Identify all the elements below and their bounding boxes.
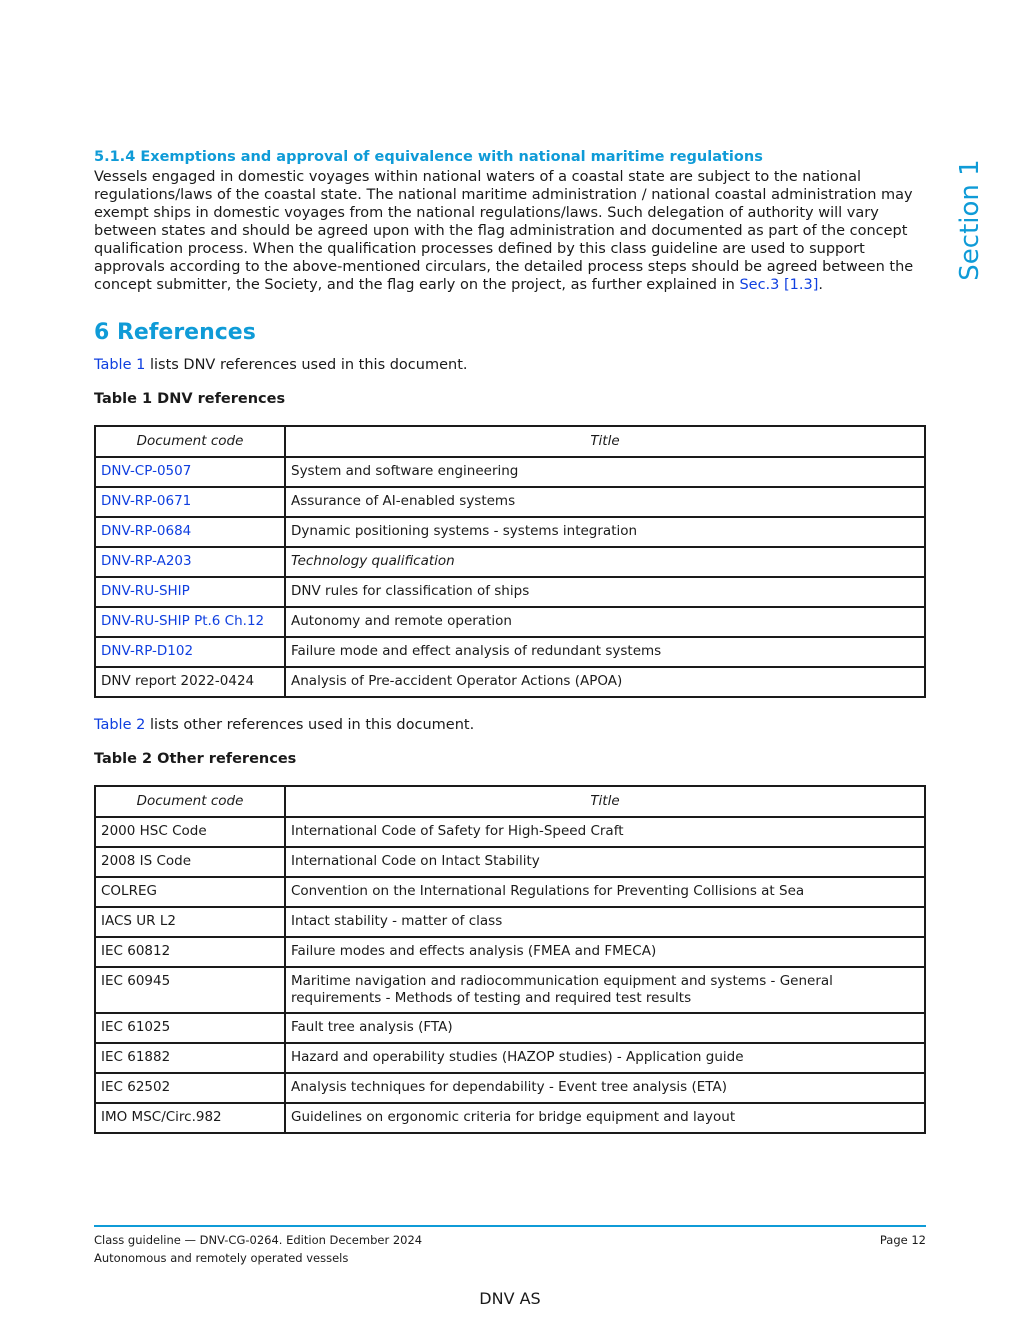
table-header-row [95,786,925,817]
document-code-cell [95,487,285,517]
document-title: DNV rules for classification of ships [291,583,530,599]
dnv-references-body [95,457,925,697]
document-title: International Code of Safety for High-Speed Craft [291,823,624,839]
column-header-code: Document code [95,426,285,457]
section-tab-label: Section 1 [955,159,985,281]
document-title: System and software engineering [291,463,519,479]
page-content [94,148,926,1134]
sec3-link[interactable]: Sec.3 [1.3] [739,277,819,293]
document-title: International Code on Intact Stability [291,853,540,869]
table-row [95,907,925,937]
document-code-cell [95,667,285,697]
table-row [95,877,925,907]
document-title-cell [285,1103,925,1133]
document-code-link[interactable]: DNV-RP-0671 [101,493,192,509]
document-title: Hazard and operability studies (HAZOP studies) - Application guide [291,1049,744,1065]
table-row [95,457,925,487]
document-code-cell [95,547,285,577]
document-code-cell [95,637,285,667]
document-code-cell [95,607,285,637]
document-title: Assurance of AI-enabled systems [291,493,516,509]
document-code-cell [95,1073,285,1103]
footer-left [94,1231,422,1267]
document-code-link[interactable]: DNV-CP-0507 [101,463,192,479]
subsection-body [94,168,926,294]
document-code-link[interactable]: DNV-RU-SHIP Pt.6 Ch.12 [101,613,265,629]
document-code: IEC 60812 [101,943,171,959]
document-title-cell [285,457,925,487]
table-row [95,847,925,877]
document-code-cell [95,1013,285,1043]
document-code: 2008 IS Code [101,853,192,869]
document-code-cell [95,1103,285,1133]
document-code: IEC 62502 [101,1079,171,1095]
table-row [95,607,925,637]
document-code-cell [95,967,285,1013]
section-tab [950,150,990,290]
document-title: Failure mode and effect analysis of redundant systems [291,643,662,659]
table-row [95,1013,925,1043]
document-code-cell [95,847,285,877]
table1-intro-text: lists DNV references used in this document. [145,357,468,373]
document-code: IEC 61025 [101,1019,171,1035]
footer-divider [94,1225,926,1227]
table2-caption: Table 2 Other references [94,751,297,767]
table-row [95,817,925,847]
document-code-cell [95,817,285,847]
document-title-cell [285,487,925,517]
document-code: IEC 60945 [101,973,171,989]
document-title-cell [285,667,925,697]
subsection-heading: 5.1.4 Exemptions and approval of equivalence with national maritime regulations [94,149,763,165]
table-row [95,937,925,967]
other-references-table [94,785,926,1134]
table-row [95,1103,925,1133]
document-code-cell [95,457,285,487]
document-title: Autonomy and remote operation [291,613,512,629]
document-title-cell [285,847,925,877]
document-title-cell [285,967,925,1013]
document-code-cell [95,577,285,607]
table-row [95,517,925,547]
document-code-cell [95,937,285,967]
table2-intro-text: lists other references used in this document. [145,717,475,733]
document-title: Analysis techniques for dependability - Event tree analysis (ETA) [291,1079,727,1095]
document-title-cell [285,577,925,607]
table-row [95,667,925,697]
document-title: Failure modes and effects analysis (FMEA and FMECA) [291,943,657,959]
subsection-body-text: Vessels engaged in domestic voyages within national waters of a coastal state are subject to the national regulations/laws of the coastal state. The national maritime administration / national coastal administration may exempt ships in domestic voyages from the national regulations/laws. Such delegation of authority will vary between states and should be agreed upon with the flag administration and documented as part of the concept qualification process. When the qualification processes defined by this class guideline are used to support approvals according to the above-mentioned circulars, the detailed process steps should be agreed between the concept submitter, the Society, and the flag early on the project, as further explained in [94,169,914,293]
document-title-cell [285,937,925,967]
document-title-cell [285,907,925,937]
document-title: Guidelines on ergonomic criteria for bridge equipment and layout [291,1109,736,1125]
document-code-link[interactable]: DNV-RP-0684 [101,523,192,539]
table-row [95,1043,925,1073]
dnv-references-table [94,425,926,698]
document-title-cell [285,547,925,577]
table2-link[interactable]: Table 2 [94,717,146,733]
document-code-cell [95,1043,285,1073]
table1-intro [94,356,926,374]
subsection-body-end: . [818,277,823,293]
table1-caption: Table 1 DNV references [94,391,286,407]
document-title-cell [285,517,925,547]
table-row [95,487,925,517]
document-title: Intact stability - matter of class [291,913,503,929]
document-title: Fault tree analysis (FTA) [291,1019,453,1035]
footer-company: DNV AS [479,1289,541,1308]
table2-intro [94,716,926,734]
other-references-body [95,817,925,1133]
table-row [95,637,925,667]
document-title-cell [285,1073,925,1103]
document-title-cell [285,817,925,847]
table-header-row [95,426,925,457]
document-title: Convention on the International Regulations for Preventing Collisions at Sea [291,883,805,899]
document-title-cell [285,1043,925,1073]
document-title: Analysis of Pre-accident Operator Actions (APOA) [291,673,623,689]
document-title: Dynamic positioning systems - systems integration [291,523,638,539]
column-header-title: Title [285,786,925,817]
table-row [95,547,925,577]
document-code-link[interactable]: DNV-RU-SHIP [101,583,190,599]
document-title: Maritime navigation and radiocommunication equipment and systems - General requirements - Methods of testing and required test results [291,973,833,1006]
document-title-cell [285,877,925,907]
document-code-cell [95,877,285,907]
document-title-cell [285,1013,925,1043]
document-code-cell [95,907,285,937]
table-row [95,1073,925,1103]
document-code: IACS UR L2 [101,913,176,929]
document-code-cell [95,517,285,547]
document-code-link[interactable]: DNV-RP-D102 [101,643,194,659]
document-code: DNV report 2022-0424 [101,673,255,689]
document-title-cell [285,607,925,637]
column-header-code: Document code [95,786,285,817]
column-header-title: Title [285,426,925,457]
references-heading: 6 References [94,320,256,345]
footer-document-id: Class guideline — DNV-CG-0264. Edition December 2024 [94,1233,423,1247]
table-row [95,577,925,607]
document-code: IEC 61882 [101,1049,171,1065]
document-title-cell [285,637,925,667]
document-code: IMO MSC/Circ.982 [101,1109,222,1125]
footer-document-title: Autonomous and remotely operated vessels [94,1251,349,1265]
document-code: COLREG [101,883,157,899]
document-code: 2000 HSC Code [101,823,207,839]
document-code-link[interactable]: DNV-RP-A203 [101,553,192,569]
document-title: Technology qualification [291,553,455,569]
table-row [95,967,925,1013]
table1-link[interactable]: Table 1 [94,357,146,373]
page-number: Page 12 [879,1233,926,1247]
